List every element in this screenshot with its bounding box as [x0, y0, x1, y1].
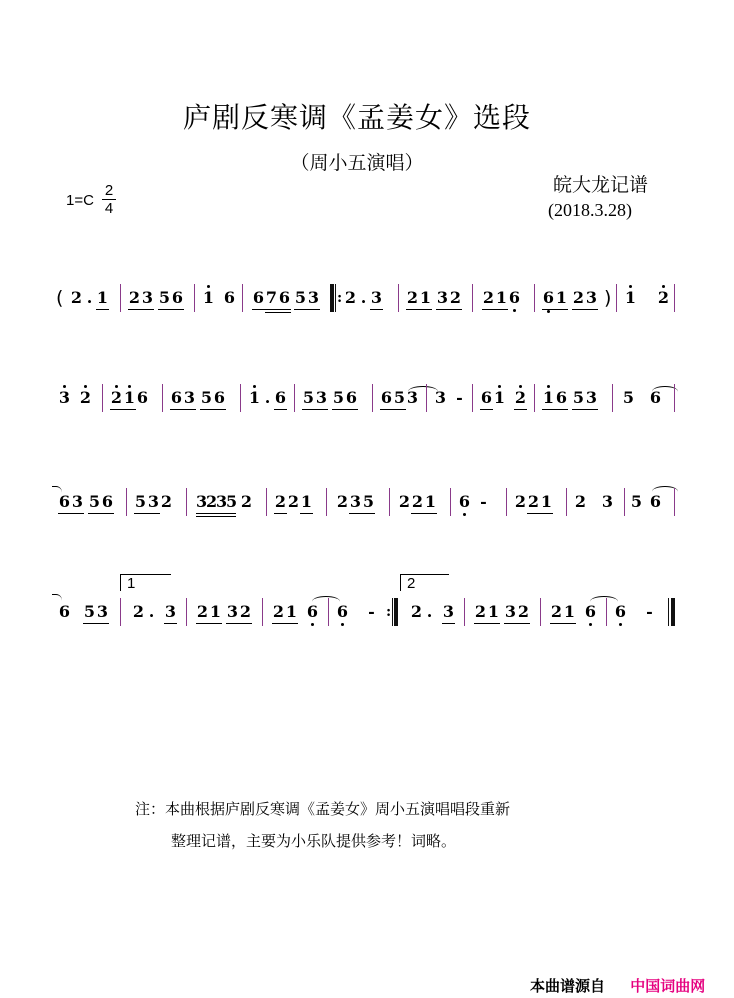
note: 3	[436, 288, 449, 310]
barline	[624, 488, 625, 516]
barline	[242, 284, 243, 312]
repeat-end: :	[386, 598, 398, 626]
note: 3	[141, 288, 154, 310]
note: 3	[226, 602, 239, 624]
barline	[326, 488, 327, 516]
note: 2	[132, 602, 145, 621]
measure	[624, 288, 670, 308]
time-signature-bottom: 4	[104, 200, 114, 217]
note: 6	[306, 602, 319, 621]
note: 2	[657, 288, 670, 307]
note: 3	[196, 492, 208, 511]
measure	[58, 388, 92, 408]
note: 1	[487, 602, 500, 624]
note: 2	[514, 388, 527, 410]
note: 5	[302, 388, 315, 410]
volta-2	[400, 574, 449, 591]
note: .	[148, 602, 155, 621]
measure	[58, 602, 109, 624]
note: -	[646, 602, 653, 621]
barline	[328, 598, 329, 626]
note: 3	[147, 492, 160, 514]
note: 6	[213, 388, 226, 410]
note: 2	[572, 288, 585, 310]
site-link[interactable]: 中国词曲网	[630, 977, 706, 995]
score-row-2	[56, 380, 686, 420]
note: 1	[624, 288, 637, 307]
volta-1	[120, 574, 171, 591]
note: 2	[70, 288, 83, 307]
note: 3	[216, 492, 228, 511]
barline	[126, 488, 127, 516]
barline	[612, 384, 613, 412]
page-title: 庐剧反寒调《孟姜女》选段	[182, 101, 531, 134]
volta-2-label: 2	[407, 575, 416, 592]
barline	[566, 488, 567, 516]
note: 5	[572, 388, 585, 410]
note: 3	[442, 602, 455, 624]
measure	[542, 288, 598, 310]
measure	[134, 492, 173, 514]
barline	[266, 488, 267, 516]
note: 3	[164, 602, 177, 624]
note: 3	[406, 388, 419, 407]
note: 5	[88, 492, 101, 514]
barline	[186, 488, 187, 516]
measure	[196, 492, 253, 517]
note: 6	[555, 388, 568, 410]
barline	[162, 384, 163, 412]
measure	[434, 388, 466, 408]
note: 1	[300, 492, 313, 514]
note: 5	[226, 492, 238, 511]
note: 3	[585, 288, 598, 310]
note: 1	[202, 288, 215, 307]
barline	[194, 284, 195, 312]
note: 2	[239, 602, 252, 624]
score-row-1	[56, 280, 686, 320]
note: 6	[336, 602, 349, 621]
note: 6	[58, 492, 71, 514]
note: 6	[170, 388, 183, 410]
note: 1	[424, 492, 437, 514]
note: 2	[527, 492, 540, 514]
note: 2	[196, 602, 209, 624]
note: 2	[206, 492, 218, 511]
barline	[606, 598, 607, 626]
measure	[542, 388, 598, 410]
barline	[540, 598, 541, 626]
measure	[302, 388, 358, 410]
open-paren: (	[56, 287, 64, 309]
note: 3	[585, 388, 598, 410]
note: 6	[171, 288, 184, 310]
measure	[482, 288, 521, 310]
note: 2	[274, 492, 287, 514]
footnote-line-2: 整理记谱，主要为小乐队提供参考！词略。	[171, 832, 457, 850]
note: 2	[272, 602, 285, 624]
note: 6	[136, 388, 149, 407]
source-footer	[530, 975, 705, 996]
note: 6	[480, 388, 493, 410]
barline	[674, 384, 675, 412]
transcription-date: (2018.3.28)	[548, 200, 632, 220]
note: 6	[380, 388, 393, 410]
note: 5	[630, 492, 643, 511]
note: 3	[601, 492, 614, 511]
measure	[196, 602, 252, 624]
note: 2	[574, 492, 587, 511]
measure	[344, 288, 383, 310]
score-row-4	[56, 575, 686, 634]
measure	[58, 492, 114, 514]
note: 7	[265, 288, 278, 313]
barline	[294, 384, 295, 412]
note: -	[480, 492, 487, 511]
barline	[398, 284, 399, 312]
note: 2	[474, 602, 487, 624]
note: 2	[128, 288, 141, 310]
note: 3	[370, 288, 383, 310]
note: 1	[419, 288, 432, 310]
note: 2	[398, 492, 411, 511]
volta-1-label: 1	[127, 575, 136, 592]
note: 6	[252, 288, 265, 310]
note: 6	[101, 492, 114, 514]
time-signature	[102, 183, 116, 216]
note: 1	[123, 388, 136, 410]
transcriber: 皖大龙记谱	[553, 174, 649, 196]
measure	[614, 602, 656, 622]
note: 5	[393, 388, 406, 410]
note: 5	[622, 388, 635, 407]
barline	[426, 384, 427, 412]
note: -	[456, 388, 463, 407]
measure	[170, 388, 226, 410]
measure	[574, 492, 614, 512]
note: 2	[517, 602, 530, 624]
measure	[480, 388, 527, 410]
barline	[506, 488, 507, 516]
measure	[514, 492, 553, 514]
barline	[616, 284, 617, 312]
measure	[110, 388, 149, 410]
measure	[458, 492, 490, 512]
note: 3	[96, 602, 109, 624]
barline	[389, 488, 390, 516]
note: 3	[434, 388, 447, 407]
note: 3	[307, 288, 320, 310]
barline	[674, 488, 675, 516]
measure	[406, 288, 462, 310]
barline	[372, 384, 373, 412]
note: 2	[79, 388, 92, 407]
note: .	[264, 388, 271, 407]
barline	[102, 384, 103, 412]
measure	[398, 492, 437, 514]
source-label: 本曲谱源自	[530, 977, 606, 995]
note: 6	[649, 492, 662, 511]
score-row-3	[56, 484, 686, 524]
note: 5	[294, 288, 307, 310]
note: 6	[274, 388, 287, 410]
note: 6	[614, 602, 627, 621]
note: 1	[248, 388, 261, 407]
measure	[70, 288, 109, 310]
note: -	[368, 602, 375, 621]
barline	[262, 598, 263, 626]
note: 2	[410, 602, 423, 621]
note: 2	[336, 492, 349, 511]
measure	[474, 602, 530, 624]
note: 3	[315, 388, 328, 410]
barline	[472, 284, 473, 312]
note: 6	[223, 288, 236, 307]
note: 5	[332, 388, 345, 410]
measure	[274, 492, 313, 514]
note: 5	[158, 288, 171, 310]
note: 1	[209, 602, 222, 624]
note: 6	[278, 288, 291, 313]
time-signature-top: 2	[104, 182, 114, 199]
footnote-line-1: 注：本曲根据庐剧反寒调《孟姜女》周小五演唱唱段重新	[135, 800, 511, 818]
measure	[248, 388, 287, 410]
note: 1	[495, 288, 508, 310]
note: 1	[540, 492, 553, 514]
note: 3	[183, 388, 196, 410]
measure-part	[158, 288, 184, 310]
note: 2	[240, 492, 253, 511]
note: 6	[649, 388, 662, 407]
barline	[464, 598, 465, 626]
note: 2	[449, 288, 462, 310]
barline	[240, 384, 241, 412]
barline	[534, 384, 535, 412]
note: 3	[71, 492, 84, 514]
note: 1	[555, 288, 568, 310]
note: 2	[160, 492, 173, 511]
note: 3	[349, 492, 362, 514]
note: 6	[584, 602, 597, 621]
note: 1	[563, 602, 576, 624]
note: .	[360, 288, 367, 307]
key-signature: 1=C	[66, 192, 94, 209]
barline	[186, 598, 187, 626]
note: 6	[345, 388, 358, 410]
sixteenth-group	[196, 492, 236, 517]
note: 2	[344, 288, 357, 307]
footnote	[135, 793, 510, 857]
note: 5	[200, 388, 213, 410]
note: 3	[58, 388, 71, 407]
note: 1	[493, 388, 506, 407]
performer-subtitle: （周小五演唱）	[290, 152, 424, 174]
measure	[202, 288, 236, 308]
note: 6	[58, 602, 71, 621]
note: 6	[542, 288, 555, 310]
measure	[336, 602, 378, 622]
note: 2	[411, 492, 424, 514]
final-barline	[668, 598, 676, 626]
measure	[252, 288, 320, 313]
repeat-start: :	[330, 284, 340, 312]
note: 5	[134, 492, 147, 514]
close-paren: )	[604, 287, 612, 309]
note: 2	[287, 492, 300, 511]
barline	[674, 284, 675, 312]
note: 5	[83, 602, 96, 624]
note: 1	[285, 602, 298, 624]
measure	[128, 288, 154, 310]
note: 3	[504, 602, 517, 624]
measure	[336, 492, 375, 514]
barline	[472, 384, 473, 412]
note: 1	[96, 288, 109, 310]
barline	[120, 284, 121, 312]
barline	[534, 284, 535, 312]
note: 2	[550, 602, 563, 624]
note: 6	[458, 492, 471, 511]
note: 2	[482, 288, 495, 310]
note: 1	[542, 388, 555, 410]
barline	[120, 598, 121, 626]
barline	[450, 488, 451, 516]
measure	[410, 602, 455, 624]
note: 2	[110, 388, 123, 410]
note: 2	[514, 492, 527, 511]
note: 6	[508, 288, 521, 307]
measure	[132, 602, 177, 624]
note: 2	[406, 288, 419, 310]
note: 5	[362, 492, 375, 514]
dot: .	[86, 288, 93, 307]
note: .	[426, 602, 433, 621]
